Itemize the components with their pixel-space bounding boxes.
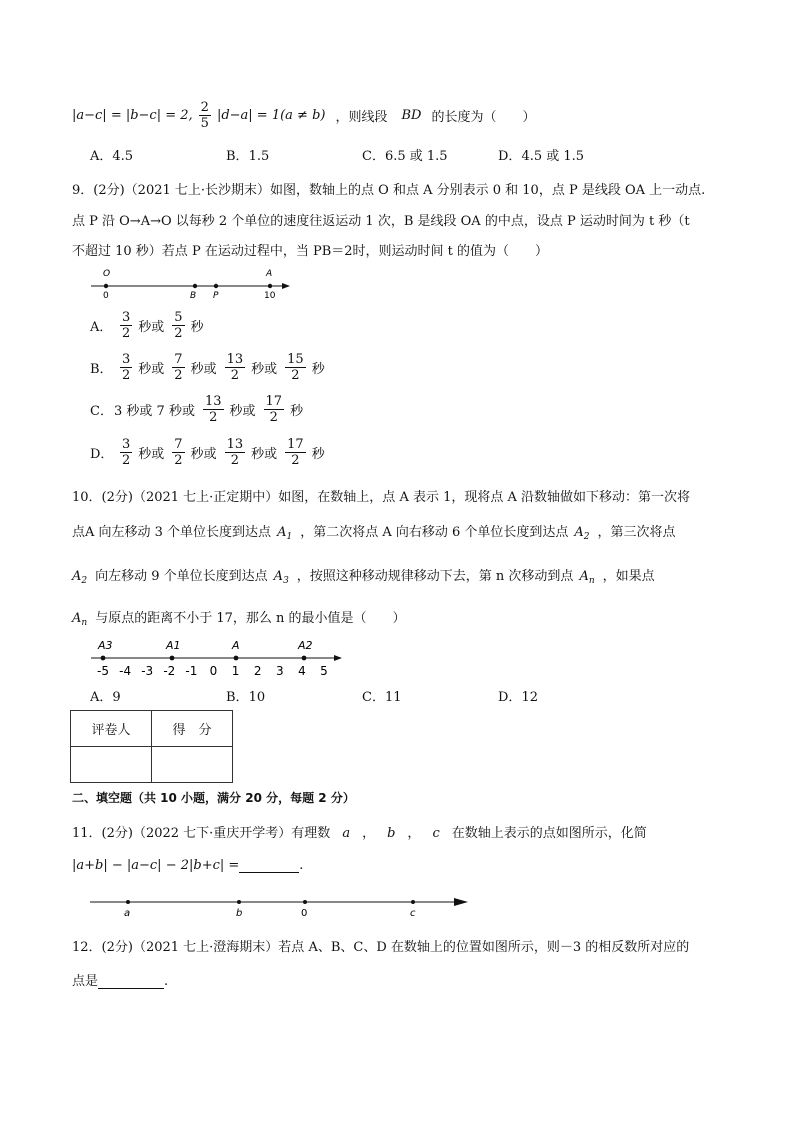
grade-table-score-cell[interactable] (152, 747, 233, 783)
q10-tick-label: 2 (253, 664, 262, 678)
q9-number-line (86, 266, 296, 302)
q11-point-c (411, 900, 415, 904)
q9-option-d[interactable]: D． $\frac{3}{2}$ 秒或 $\frac{7}{2}$ 秒或 $\frac{13}{2}$ 秒或 $\frac{17}{2}$ 秒 (90, 437, 325, 468)
q10-label-a1: A1 (166, 639, 181, 652)
q9-line2: 点 P 沿 O→A→O 以每秒 2 个单位的速度往返运动 1 次，B 是线段 OA 的中点，设点 P 运动时间为 t 秒（t (72, 214, 690, 229)
q9-point-b (193, 284, 197, 288)
grade-table-reviewer-header: 评卷人 (71, 711, 152, 747)
q10-line2: 点A 向左移动 3 个单位长度到达点 $A_1$ ，第二次将点 A 向右移动 6 个单位长度到达点 $A_2$ ，第三次将点 (72, 525, 676, 542)
q9-point-o (104, 284, 108, 288)
q10-label-a2: A2 (298, 639, 313, 652)
q11-label-b: b (236, 908, 243, 919)
q8-formula: |a−c| = |b−c| = 2, (72, 107, 193, 123)
q10-tick-label: -5 (97, 664, 109, 678)
q8-option-b[interactable]: B．1.5 (226, 149, 270, 164)
section-2-heading: 二、填空题（共 10 小题，满分 20 分，每题 2 分） (72, 791, 355, 805)
q12-answer-blank[interactable] (98, 976, 164, 989)
q10-tick-label: 3 (275, 664, 284, 678)
q11-point-a (126, 900, 130, 904)
q8-stem (72, 100, 535, 130)
q11-expression: |a+b| − |a−c| − 2|b+c| = . (72, 858, 304, 873)
q11-point-b (237, 900, 241, 904)
q10-line3: $A_2$ 向左移动 9 个单位长度到达点 $A_3$ ，按照这种移动规律移动下去，第 n 次移动到点 $A_n$ ，如果点 (72, 569, 655, 586)
q8-formula-tail: |d−a| = 1(a ≠ b) (216, 107, 326, 123)
q9-label-a: A (266, 269, 273, 279)
q9-option-c[interactable]: C． 3 秒或 7 秒或 $\frac{13}{2}$ 秒或 $\frac{17}{2}$ 秒 (90, 394, 304, 425)
q9-label-o: O (103, 269, 111, 279)
q10-tick-label: 1 (231, 664, 240, 678)
q12-line1: 12．(2分)（2021 七上·澄海期末）若点 A、B、C、D 在数轴上的位置如图所示，则－3 的相反数所对应的 (72, 940, 690, 955)
q10-tick-label: -2 (163, 664, 176, 678)
q11-line1: 11．(2分)（2022 七下·重庆开学考）有理数 a ， b ， c 在数轴上表示的点如图所示，化简 (72, 826, 647, 841)
q9-option-a[interactable]: A． $\frac{3}{2}$ 秒或 $\frac{5}{2}$ 秒 (90, 310, 204, 341)
q10-tick-label: -3 (141, 664, 154, 678)
q12-line2: 点是 . (72, 974, 169, 989)
q9-label-zero: 0 (103, 291, 109, 301)
q9-option-b[interactable]: B． $\frac{3}{2}$ 秒或 $\frac{7}{2}$ 秒或 $\frac{13}{2}$ 秒或 $\frac{15}{2}$ 秒 (90, 352, 325, 383)
q11-number-line (88, 892, 472, 920)
q10-option-c[interactable]: C．11 (362, 690, 402, 705)
q10-tick-label: -1 (185, 664, 198, 678)
q8-segment: BD (401, 107, 422, 123)
q10-point-a1 (170, 656, 175, 661)
grade-table (70, 710, 233, 783)
q9-point-a (268, 284, 272, 288)
q10-option-a[interactable]: A．9 (90, 690, 121, 705)
q10-tick-label: 5 (320, 664, 328, 678)
q9-label-b: B (190, 291, 197, 301)
q11-answer-blank[interactable] (239, 860, 299, 873)
q10-tick-label: -4 (119, 664, 132, 678)
q10-tick-label: 0 (209, 664, 218, 678)
q8-text: ，则线段 (335, 109, 388, 125)
q11-label-a: a (124, 908, 131, 919)
q9-line1: 9．(2分)（2021 七上·长沙期末）如图，数轴上的点 O 和点 A 分别表示 0 和 10，点 P 是线段 OA 上一动点. (72, 183, 706, 198)
q10-tick-label: 4 (298, 664, 306, 678)
q8-text2: 的长度为（ ） (431, 109, 536, 125)
q8-fraction: $\frac{2}{5}$ (200, 99, 209, 131)
grade-table-reviewer-cell[interactable] (71, 747, 152, 783)
q8-option-d[interactable]: D．4.5 或 1.5 (498, 149, 585, 164)
q11-label-zero: 0 (301, 908, 308, 919)
q10-line1: 10．(2分)（2021 七上·正定期中）如图，在数轴上，点 A 表示 1，现将点 A 沿数轴做如下移动：第一次将 (72, 490, 691, 505)
q11-point-zero (303, 900, 307, 904)
q10-point-a (234, 656, 239, 661)
q11-label-c: c (410, 908, 416, 919)
q10-number-line (86, 634, 348, 680)
grade-table-score-header: 得 分 (152, 711, 233, 747)
q9-label-ten: 10 (264, 291, 276, 301)
q9-point-p (214, 284, 218, 288)
q10-point-a3 (101, 656, 106, 661)
q10-label-a3: A3 (98, 639, 113, 652)
q10-point-a2 (302, 656, 307, 661)
q9-line3: 不超过 10 秒）若点 P 在运动过程中，当 PB＝2时，则运动时间 t 的值为（ ） (72, 244, 549, 259)
q10-label-a: A (232, 639, 240, 652)
q10-option-d[interactable]: D．12 (498, 690, 538, 705)
q8-option-a[interactable]: A．4.5 (90, 149, 134, 164)
q9-label-p: P (213, 291, 219, 301)
q10-option-b[interactable]: B．10 (226, 690, 266, 705)
q8-option-c[interactable]: C．6.5 或 1.5 (362, 149, 448, 164)
q10-line4: $A_n$ 与原点的距离不小于 17，那么 n 的最小值是（ ） (72, 611, 406, 628)
